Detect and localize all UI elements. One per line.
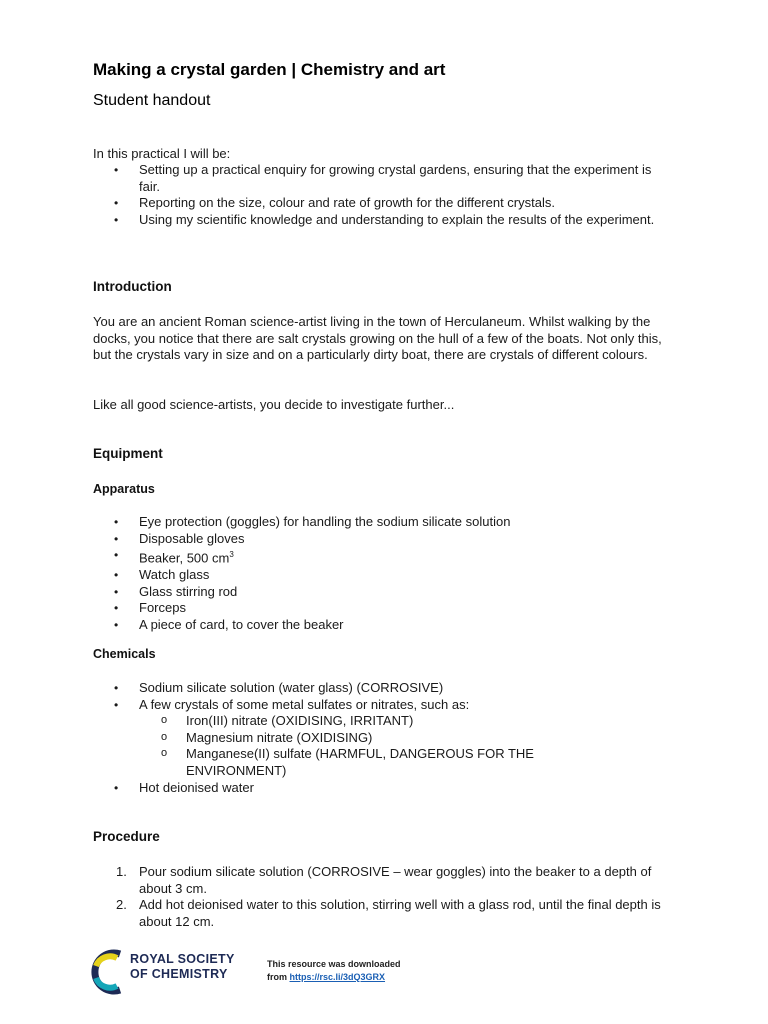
list-item: • A piece of card, to cover the beaker [93,617,673,634]
step-text: Add hot deionised water to this solution, stirring well with a glass rod, until the final depth is about 12 cm. [139,897,661,929]
chemicals-heading: Chemicals [93,647,156,661]
list-item: o Magnesium nitrate (OXIDISING) [93,730,613,747]
list-item [93,697,673,714]
from-label: from [267,971,290,982]
introduction-followup: Like all good science-artists, you decide to investigate further... [93,397,455,412]
list-item: • Watch glass [93,567,673,584]
document-title: Making a crystal garden | Chemistry and art [93,60,446,79]
procedure-step [93,897,673,930]
list-item: • Sodium silicate solution (water glass) (CORROSIVE) [93,680,673,697]
intro-list-lead: In this practical I will be: [93,146,231,161]
chemicals-list-continued [93,780,673,797]
introduction-paragraph: You are an ancient Roman science-artist living in the town of Herculaneum. Whilst walking by the docks, you notice that there are salt crystals growing on the hull of a few of the boats. Not only this, but the crystals vary in size and on a particularly dirty boat, there are crystals of different colours. [93,314,662,363]
document-subtitle: Student handout [93,92,211,109]
list-item: o Iron(III) nitrate (OXIDISING, IRRITANT) [93,713,613,730]
download-line: This resource was downloaded [267,959,401,969]
rsc-logo-mark-icon [88,948,132,996]
procedure-steps [93,864,673,930]
equipment-heading: Equipment [93,446,163,461]
beaker-label: Beaker, 500 cm [139,550,230,566]
chemicals-list [93,680,673,713]
list-item: • Glass stirring rod [93,584,673,601]
list-item [93,547,673,567]
logo-line-2: OF CHEMISTRY [130,967,228,981]
list-item: • Reporting on the size, colour and rate of growth for the different crystals. [93,195,673,212]
list-item: • Disposable gloves [93,531,673,548]
resource-link[interactable]: https://rsc.li/3dQ3GRX [289,971,386,982]
step-number: 1. [116,864,127,879]
objectives-list [93,162,673,228]
list-item: • Setting up a practical enquiry for growing crystal gardens, ensuring that the experiment is fair. [93,162,673,195]
list-item: • Hot deionised water [93,780,673,797]
step-number: 2. [116,897,127,913]
list-item: o Manganese(II) sulfate (HARMFUL, DANGEROUS FOR THE ENVIRONMENT) [93,746,613,779]
chemicals-sublist [93,713,613,779]
list-item: • Forceps [93,600,673,617]
apparatus-heading: Apparatus [93,482,155,496]
introduction-heading: Introduction [93,279,172,294]
rsc-logo-wordmark [130,952,235,982]
download-source [267,971,401,984]
step-text: Pour sodium silicate solution (CORROSIVE – wear goggles) into the beaker to a depth of about 3 cm. [139,864,652,896]
list-item-text: A few crystals of some metal sulfates or nitrates, such as: [139,696,470,712]
list-item: • Eye protection (goggles) for handling the sodium silicate solution [93,514,673,531]
procedure-step [93,864,673,897]
list-item: • Using my scientific knowledge and understanding to explain the results of the experiment. [93,212,673,229]
procedure-heading: Procedure [93,829,160,844]
superscript: 3 [229,550,234,560]
logo-line-1: ROYAL SOCIETY [130,952,235,966]
download-notice [267,958,401,983]
apparatus-list [93,514,673,633]
